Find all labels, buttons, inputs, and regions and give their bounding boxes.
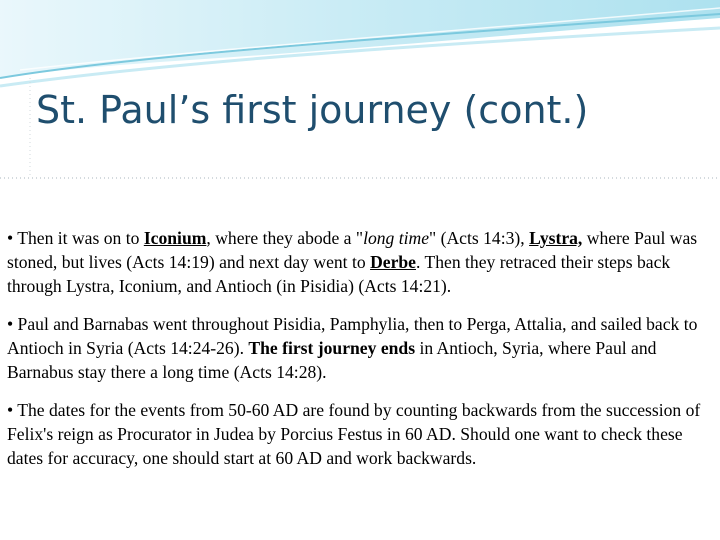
p2-bold: The first journey ends — [248, 338, 416, 358]
p1-long-time: long time — [363, 228, 430, 248]
p1-text-e: . Then they retraced their steps back through Lystra, Iconium, and Antioch (in Pisidia) (Acts 14:21). — [7, 252, 671, 296]
p3-text: • The dates for the events from 50-60 AD are found by counting backwards from the succession of Felix's reign as Procurator in Judea by Porcius Festus in 60 AD. Should one want to check these dates for accuracy, one should start at 60 AD and work backwards. — [7, 400, 701, 468]
p2-text-b: in Antioch, Syria, where Paul and Barnabus stay there a long time (Acts 14:28). — [7, 338, 657, 382]
paragraph-2 — [7, 312, 713, 384]
p1-text-b: , where they abode a " — [206, 228, 364, 248]
paragraph-3 — [7, 398, 713, 470]
slide-body — [7, 226, 713, 484]
p1-text-a: • Then it was on to — [7, 228, 144, 248]
p1-text-c: " (Acts 14:3), — [429, 228, 530, 248]
p2-text-a: • Paul and Barnabas went throughout Pisidia, Pamphylia, then to Perga, Attalia, and sailed back to Antioch in Syria (Acts 14:24-26). — [7, 314, 698, 358]
link-lystra[interactable]: Lystra, — [529, 228, 583, 248]
link-derbe[interactable]: Derbe — [370, 252, 416, 272]
link-iconium[interactable]: Iconium — [143, 228, 207, 248]
p1-text-d: where Paul was stoned, but lives (Acts 14:19) and next day went to — [7, 228, 698, 272]
paragraph-1 — [7, 226, 713, 298]
slide-title: St. Paul’s first journey (cont.) — [36, 88, 589, 132]
